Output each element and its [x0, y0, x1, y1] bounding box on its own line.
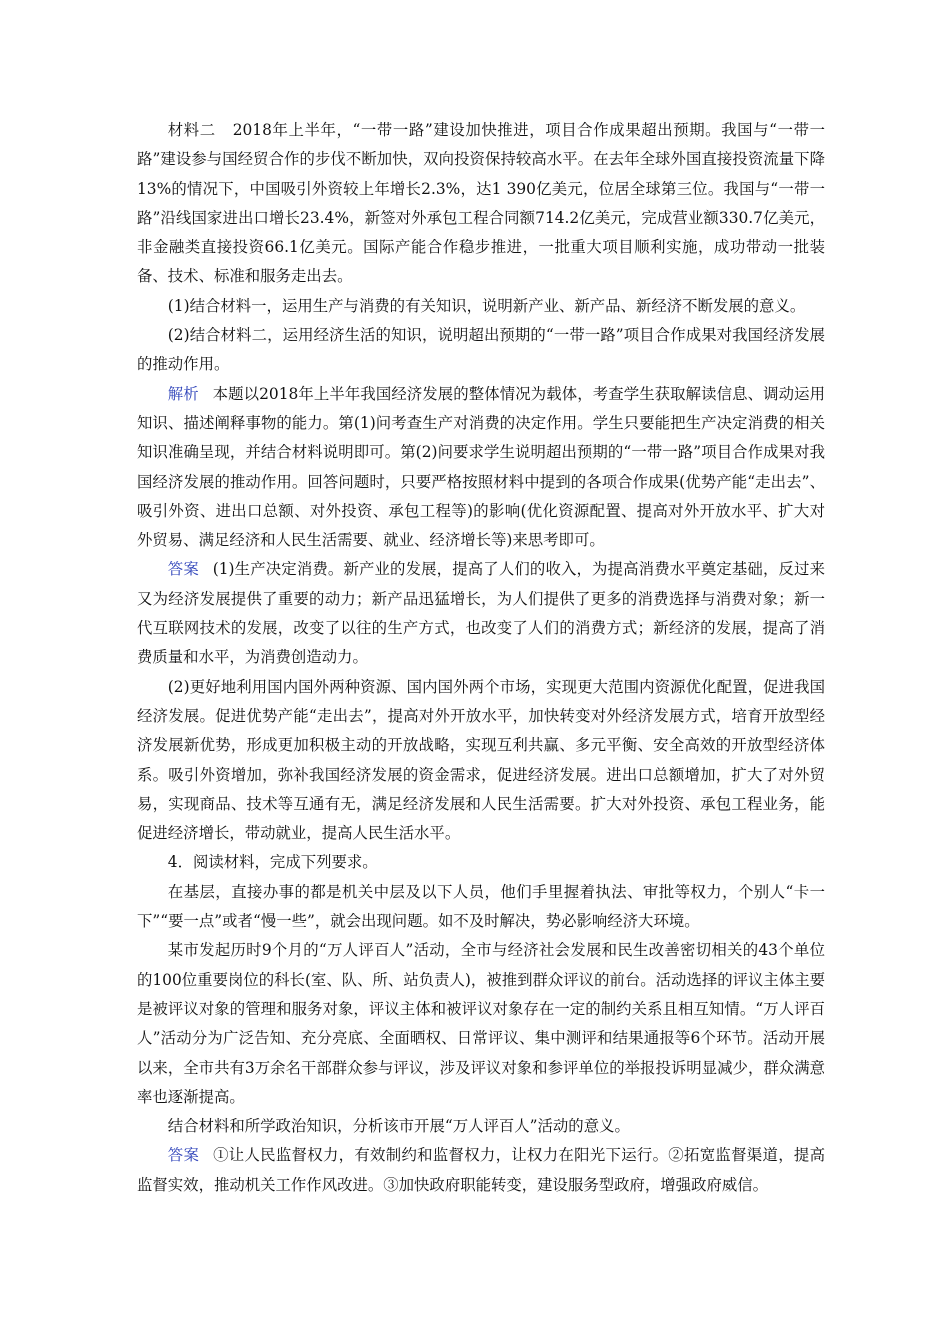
question-one: (1)结合材料一，运用生产与消费的有关知识，说明新产业、新产品、新经济不断发展的意义。 [167, 296, 806, 315]
answer-part-two: (2)更好地利用国内国外两种资源、国内国外两个市场，实现更大范围内资源优化配置，促进我国经济发展。促进优势产能“走出去”，提高对外开放水平，加快转变对外经济发展方式，培育开放型经济发展新优势，形成更加积极主动的开放战略，实现互利共赢、多元平衡、安全高效的开放型经济体系。吸引外资增加，弥补我国经济发展的资金需求，促进经济发展。进出口总额增加，扩大了对外贸易，实现商品、技术等互通有无，满足经济发展和人民生活需要。扩大对外投资、承包工程业务，能促进经济增长，带动就业，提高人民生活水平。 [137, 677, 825, 843]
answer-part-one [137, 555, 825, 672]
question-four-heading: 4．阅读材料，完成下列要求。 [167, 853, 378, 872]
question-four-paragraph-one: 在基层，直接办事的都是机关中层及以下人员，他们手里握着执法、审批等权力，个别人“卡一下”“要一点”或者“慢一些”，就会出现问题。如不及时解决，势必影响经济大环境。 [137, 882, 825, 931]
question-four-answer-text: ①让人民监督权力，有效制约和监督权力，让权力在阳光下运行。②拓宽监督渠道，提高监督实效，推动机关工作作风改进。③加快政府职能转变，建设服务型政府，增强政府威信。 [137, 1146, 825, 1194]
question-two: (2)结合材料二，运用经济生活的知识，说明超出预期的“一带一路”项目合作成果对我国经济发展的推动作用。 [137, 326, 825, 374]
analysis-paragraph [137, 380, 825, 556]
answer-part-one-text: (1)生产决定消费。新产业的发展，提高了人们的收入，为提高消费水平奠定基础，反过来又为经济发展提供了重要的动力；新产品迅猛增长，为人们提供了更多的消费选择与消费对象；新一代互联网技术的发展，改变了以往的生产方式，也改变了人们的消费方式；新经济的发展，提高了消费质量和水平，为消费创造动力。 [137, 560, 825, 667]
question-four-paragraph-two: 某市发起历时9个月的“万人评百人”活动，全市与经济社会发展和民生改善密切相关的43个单位的100位重要岗位的科长(室、队、所、站负责人)，被推到群众评议的前台。活动选择的评议主体主要是被评议对象的管理和服务对象，评议主体和被评议对象存在一定的制约关系且相互知情。“万人评百人”活动分为广泛告知、充分亮底、全面晒权、日常评议、集中测评和结果通报等6个环节。活动开展以来，全市共有3万余名干部群众参与评议，涉及评议对象和参评单位的举报投诉明显减少，群众满意率也逐渐提高。 [137, 941, 825, 1106]
material-two-paragraph [137, 116, 825, 292]
analysis-label: 解析 [167, 384, 199, 403]
material-two-text: 2018年上半年，“一带一路”建设加快推进，项目合作成果超出预期。我国与“一带一路”建设参与国经贸合作的步伐不断加快，双向投资保持较高水平。在去年全球外国直接投资流量下降13%的情况下，中国吸引外资较上年增长2.3%，达1 390亿美元，位居全球第三位。我国与“一带一路”沿线国家进出口增长23.4%，新签对外承包工程合同额714.2亿美元，完成营业额330.7亿美元，非金融类直接投资66.1亿美元。国际产能合作稳步推进，一批重大项目顺利实施，成功带动一批装备、技术、标准和服务走出去。 [137, 121, 825, 286]
answer-label: 答案 [167, 560, 199, 579]
analysis-text: 本题以2018年上半年我国经济发展的整体情况为载体，考查学生获取解读信息、调动运用知识、描述阐释事物的能力。第(1)问考查生产对消费的决定作用。学生只要能把生产决定消费的相关知识准确呈现，并结合材料说明即可。第(2)问要求学生说明超出预期的“一带一路”项目合作成果对我国经济发展的推动作用。回答问题时，只要严格按照材料中提到的各项合作成果(优势产能“走出去”、吸引外资、进出口总额、对外投资、承包工程等)的影响(优化资源配置、提高对外开放水平、扩大对外贸易、满足经济和人民生活需要、就业、经济增长等)来思考即可。 [137, 384, 825, 550]
question-four-answer-label: 答案 [167, 1146, 200, 1165]
document-page [137, 116, 825, 1200]
question-four-answer [137, 1141, 825, 1200]
question-four-prompt: 结合材料和所学政治知识，分析该市开展“万人评百人”活动的意义。 [167, 1117, 630, 1136]
material-two-label: 材料二 [167, 121, 216, 139]
